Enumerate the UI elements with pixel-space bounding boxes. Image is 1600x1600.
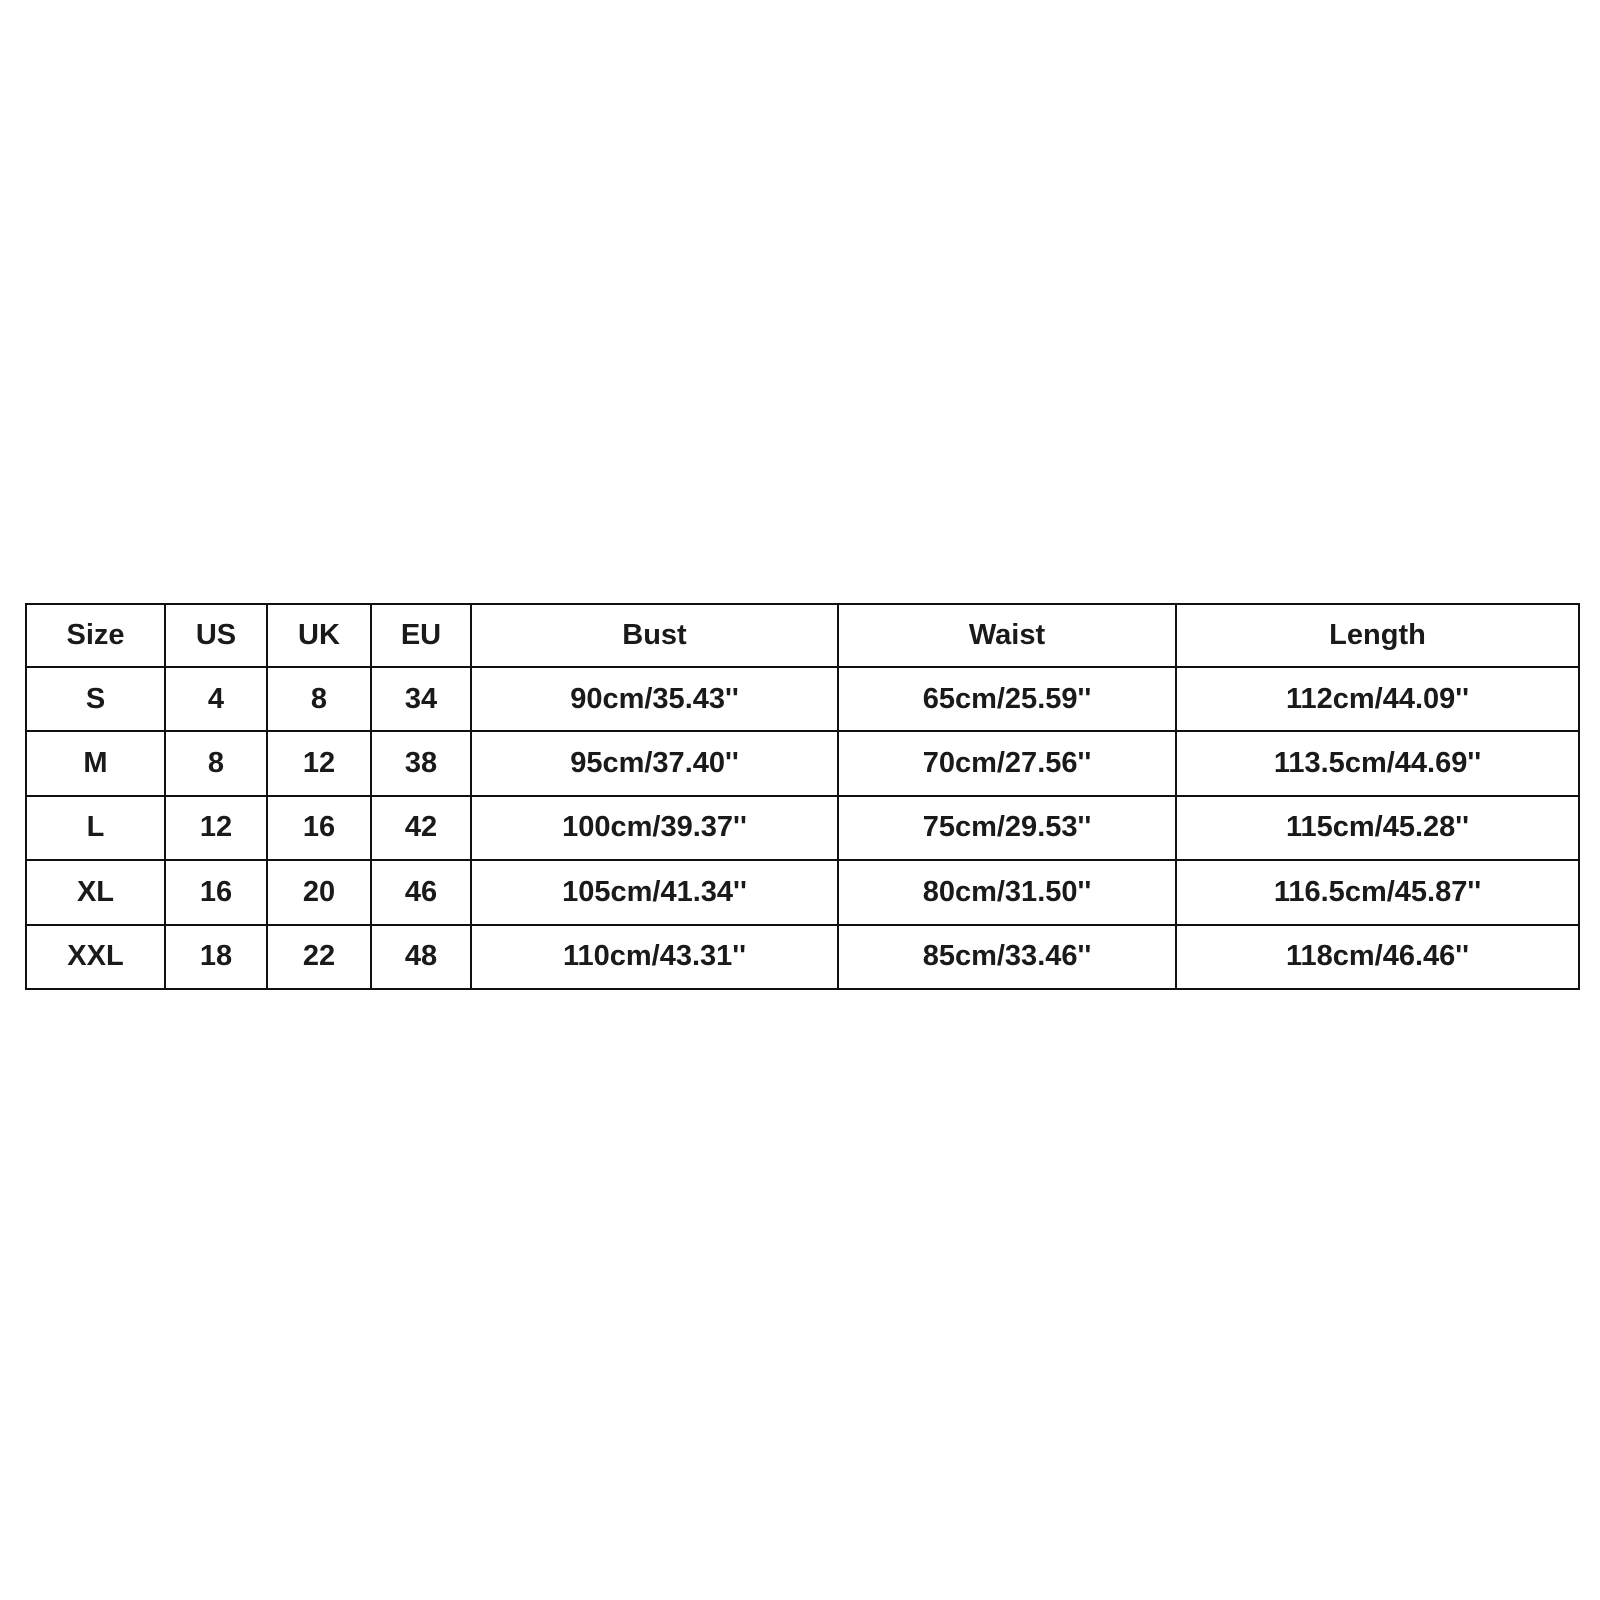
header-length: Length bbox=[1176, 604, 1579, 667]
table-row bbox=[26, 667, 1579, 731]
table-row bbox=[26, 925, 1579, 989]
header-bust: Bust bbox=[471, 604, 838, 667]
cell-us: 16 bbox=[165, 860, 267, 924]
size-chart-table bbox=[25, 603, 1580, 990]
header-waist: Waist bbox=[838, 604, 1176, 667]
cell-length: 113.5cm/44.69'' bbox=[1176, 731, 1579, 795]
header-eu: EU bbox=[371, 604, 471, 667]
cell-us: 8 bbox=[165, 731, 267, 795]
header-us: US bbox=[165, 604, 267, 667]
cell-uk: 8 bbox=[267, 667, 371, 731]
cell-bust: 95cm/37.40'' bbox=[471, 731, 838, 795]
header-row bbox=[26, 604, 1579, 667]
cell-size: L bbox=[26, 796, 165, 860]
cell-uk: 12 bbox=[267, 731, 371, 795]
header-size: Size bbox=[26, 604, 165, 667]
cell-eu: 48 bbox=[371, 925, 471, 989]
cell-us: 4 bbox=[165, 667, 267, 731]
cell-size: XXL bbox=[26, 925, 165, 989]
cell-length: 112cm/44.09'' bbox=[1176, 667, 1579, 731]
table-row bbox=[26, 796, 1579, 860]
cell-length: 115cm/45.28'' bbox=[1176, 796, 1579, 860]
cell-bust: 100cm/39.37'' bbox=[471, 796, 838, 860]
cell-waist: 75cm/29.53'' bbox=[838, 796, 1176, 860]
cell-eu: 34 bbox=[371, 667, 471, 731]
cell-uk: 16 bbox=[267, 796, 371, 860]
cell-length: 118cm/46.46'' bbox=[1176, 925, 1579, 989]
cell-bust: 105cm/41.34'' bbox=[471, 860, 838, 924]
cell-eu: 46 bbox=[371, 860, 471, 924]
cell-eu: 38 bbox=[371, 731, 471, 795]
cell-eu: 42 bbox=[371, 796, 471, 860]
cell-waist: 70cm/27.56'' bbox=[838, 731, 1176, 795]
cell-uk: 22 bbox=[267, 925, 371, 989]
cell-bust: 90cm/35.43'' bbox=[471, 667, 838, 731]
cell-size: M bbox=[26, 731, 165, 795]
cell-us: 12 bbox=[165, 796, 267, 860]
header-uk: UK bbox=[267, 604, 371, 667]
cell-size: S bbox=[26, 667, 165, 731]
table-row bbox=[26, 731, 1579, 795]
cell-waist: 80cm/31.50'' bbox=[838, 860, 1176, 924]
table-row bbox=[26, 860, 1579, 924]
cell-length: 116.5cm/45.87'' bbox=[1176, 860, 1579, 924]
cell-bust: 110cm/43.31'' bbox=[471, 925, 838, 989]
cell-us: 18 bbox=[165, 925, 267, 989]
cell-waist: 85cm/33.46'' bbox=[838, 925, 1176, 989]
cell-size: XL bbox=[26, 860, 165, 924]
cell-uk: 20 bbox=[267, 860, 371, 924]
cell-waist: 65cm/25.59'' bbox=[838, 667, 1176, 731]
